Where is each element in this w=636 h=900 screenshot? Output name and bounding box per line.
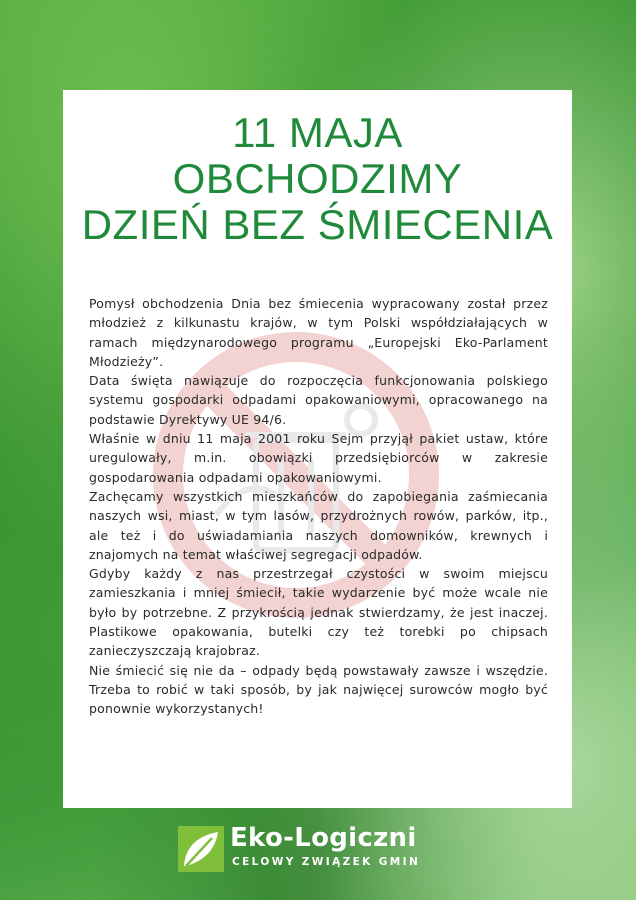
logo-name: Eko-Logiczni (230, 823, 417, 853)
page-title (63, 110, 572, 248)
title-line-2: OBCHODZIMY (172, 155, 463, 202)
leaf-icon (178, 826, 224, 872)
paragraph: Właśnie w dniu 11 maja 2001 roku Sejm przyjął pakiet ustaw, które uregulowały, m.in. obowiązki przedsiębiorców w zakresie gospodarowania odpadami opakowaniowymi. (89, 431, 548, 485)
paragraph: Data święta nawiązuje do rozpoczęcia funkcjonowania polskiego systemu gospodarki odpadami opakowaniowymi, opracowanego na podstawie Dyrektywy UE 94/6. (89, 373, 548, 427)
paragraph: Pomysł obchodzenia Dnia bez śmiecenia wypracowany został przez młodzież z kilkunastu krajów, w tym Polski współdziałających w ramach międzynarodowego programu „Europejski Eko-Parlament Młodzieży”. (89, 296, 548, 369)
paragraph: Gdyby każdy z nas przestrzegał czystości w swoim miejscu zamieszkania i mniej śmiecił, takie wydarzenie być może wcale nie było by potrzebne. Z przykrością jednak stwierdzamy, że jest inaczej. Plastikowe opakowania, butelki czy też torebki po chipsach zanieczyszczają krajobraz. (89, 566, 548, 659)
paragraph: Nie śmiecić się nie da – odpady będą powstawały zawsze i wszędzie. Trzeba to robić w taki sposób, by jak najwięcej surowców mogło być ponownie wykorzystanych! (89, 662, 548, 717)
paragraph: Zachęcamy wszystkich mieszkańców do zapobiegania zaśmiecania naszych wsi, miast, w tym lasów, przydrożnych rowów, parków, itp., ale też i do uświadamiania naszych domowników, krewnych i znajomych na temat właściwej segregacji odpadów. (89, 488, 548, 562)
poster-card (63, 90, 572, 808)
eko-logiczni-logo (178, 824, 460, 874)
article-body (89, 294, 548, 719)
title-line-3: DZIEŃ BEZ ŚMIECENIA (81, 201, 554, 248)
title-line-1: 11 MAJA (232, 109, 403, 156)
logo-subtitle: CELOWY ZWIĄZEK GMIN (232, 856, 421, 868)
